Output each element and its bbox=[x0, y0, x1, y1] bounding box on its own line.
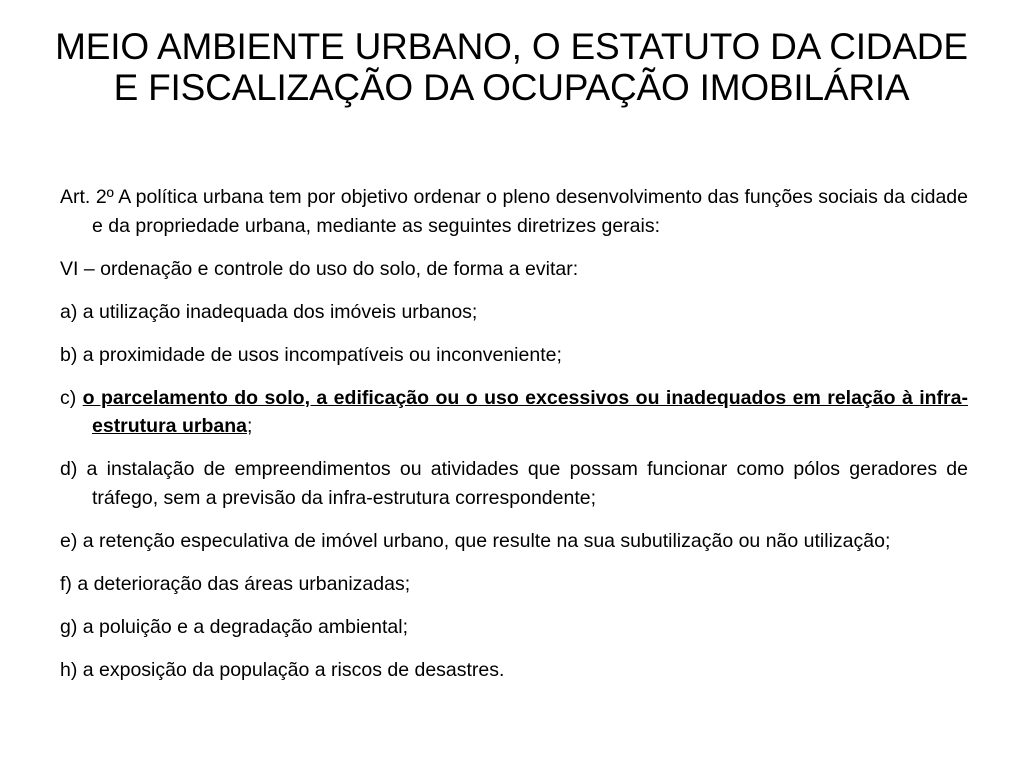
slide-title: MEIO AMBIENTE URBANO, O ESTATUTO DA CIDADE E FISCALIZAÇÃO DA OCUPAÇÃO IMOBILÁRIA bbox=[55, 26, 968, 108]
item-c-emphasis: o parcelamento do solo, a edificação ou o uso excessivos ou inadequados em relação à infra-estrutura urbana bbox=[82, 386, 968, 437]
paragraph-item-h: h) a exposição da população a riscos de desastres. bbox=[60, 658, 505, 681]
paragraph-art-2: Art. 2º A política urbana tem por objetivo ordenar o pleno desenvolvimento das funções sociais da cidade e da propriedade urbana, mediante as seguintes diretrizes gerais: bbox=[60, 186, 968, 237]
paragraph-item-a: a) a utilização inadequada dos imóveis urbanos; bbox=[60, 300, 478, 323]
paragraph-item-b: b) a proximidade de usos incompatíveis ou inconveniente; bbox=[60, 343, 562, 366]
paragraph-item-f: f) a deterioração das áreas urbanizadas; bbox=[60, 572, 411, 595]
paragraph-item-c bbox=[60, 384, 968, 441]
paragraph-item-d: d) a instalação de empreendimentos ou atividades que possam funcionar como pólos geradores de tráfego, sem a previsão da infra-estrutura correspondente; bbox=[60, 458, 968, 509]
item-c-prefix: c) bbox=[60, 386, 83, 409]
item-c-suffix: ; bbox=[246, 415, 253, 437]
paragraph-item-g: g) a poluição e a degradação ambiental; bbox=[60, 615, 408, 638]
paragraph-item-vi: VI – ordenação e controle do uso do solo, de forma a evitar: bbox=[60, 257, 579, 280]
paragraph-item-e: e) a retenção especulativa de imóvel urbano, que resulte na sua subutilização ou não utilização; bbox=[60, 529, 891, 552]
slide-body bbox=[60, 183, 968, 684]
